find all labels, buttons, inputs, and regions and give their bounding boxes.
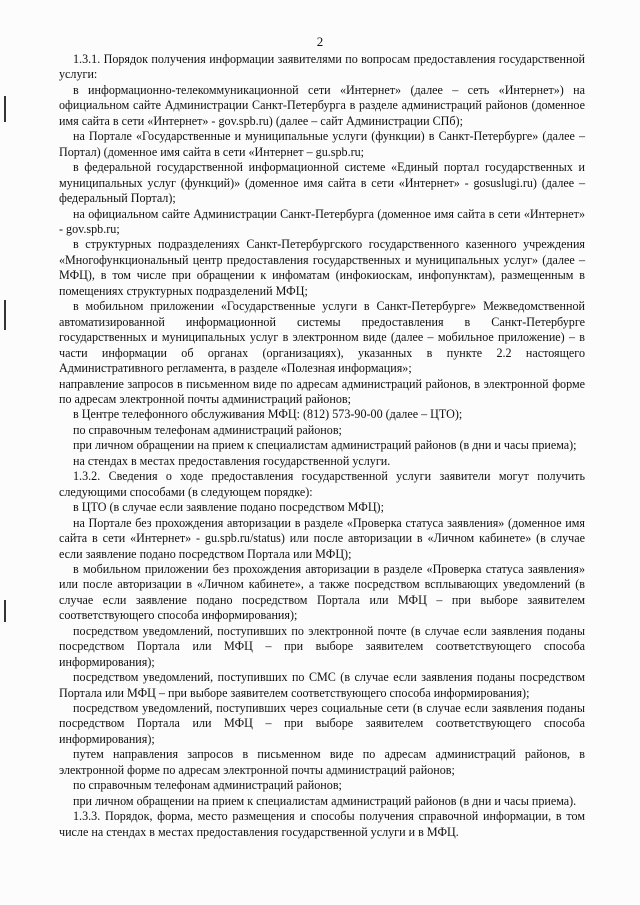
paragraph: на стендах в местах предоставления государственной услуги. (73, 453, 391, 468)
paragraph: на официальном сайте Администрации Санкт-Петербурга (доменное имя сайта в сети «Интернет» - gov.spb.ru; (59, 206, 585, 236)
paragraph: в федеральной государственной информационной системе «Единый портал государственных и муниципальных услуг (функций)» (доменное имя сайта в сети «Интернет» - gosuslugi.ru) (далее – федеральный Портал); (59, 160, 585, 206)
document-body (59, 52, 585, 840)
paragraph: на Портале «Государственные и муниципальные услуги (функции) в Санкт-Петербурге» (далее – Портал) (доменное имя сайта в сети «Интернет – gu.spb.ru; (59, 129, 585, 159)
paragraph: на Портале без прохождения авторизации в разделе «Проверка статуса заявления» (доменное имя сайта в сети «Интернет» - gu.spb.ru/status) или после авторизации в «Личном кабинете» (в случае если заявление подано посредством Портала или МФЦ); (59, 515, 585, 561)
paragraph: в ЦТО (в случае если заявление подано посредством МФЦ); (73, 500, 384, 515)
paragraph: в мобильном приложении «Государственные услуги в Санкт-Петербурге» Межведомственной автоматизированной информационной системы предоставления в Санкт-Петербурге государственных и муниципальных услуг в электронном виде (далее – мобильное приложение) – в части информации об органах (организациях), указанных в пункте 2.2 настоящего Административного регламента, в разделе «Полезная информация»; (59, 299, 585, 376)
paragraph: посредством уведомлений, поступивших по СМС (в случае если заявления поданы посредством Портала или МФЦ – при выборе заявителем соответствующего способа информирования); (59, 670, 585, 700)
paragraph: посредством уведомлений, поступивших по электронной почте (в случае если заявления поданы посредством Портала или МФЦ – при выборе заявителем соответствующего способа информирования); (59, 623, 585, 669)
paragraph: в мобильном приложении без прохождения авторизации в разделе «Проверка статуса заявления» или после авторизации в «Личном кабинете», а также посредством всплывающих уведомлений (в случае если заявление подано посредством Портала или МФЦ – при выборе заявителем соответствующего способа информирования); (59, 561, 585, 623)
page-number: 2 (316, 34, 324, 49)
paragraph: по справочным телефонам администраций районов; (73, 778, 342, 793)
paragraph: в Центре телефонного обслуживания МФЦ: (812) 573-90-00 (далее – ЦТО); (73, 407, 463, 422)
paragraph: при личном обращении на прием к специалистам администраций районов (в дни и часы приема). (73, 793, 577, 808)
paragraph: путем направления запросов в письменном виде по адресам администраций районов, в электронной форме по адресам электронной почты администраций районов; (59, 747, 585, 777)
paragraph: в структурных подразделениях Санкт-Петербургского государственного казенного учреждения «Многофункциональный центр предоставления государственных и муниципальных услуг» (далее – МФЦ), в том числе при обращении к инфоматам (инфокиоскам, инфопунктам), размещенным в помещениях структурных подразделений МФЦ; (59, 237, 585, 298)
paragraph: в информационно-телекоммуникационной сети «Интернет» (далее – сеть «Интернет») на официальном сайте Администрации Санкт-Петербурга в разделе администраций районов (доменное имя сайта в сети «Интернет» - gov.spb.ru) (далее – сайт Администрации СПб); (59, 82, 585, 128)
paragraph: 1.3.1. Порядок получения информации заявителями по вопросам предоставления государственной услуги: (59, 52, 585, 82)
paragraph: по справочным телефонам администраций районов; (73, 422, 342, 437)
paragraph: направление запросов в письменном виде по адресам администраций районов, в электронной форме по адресам электронной почты администраций районов; (59, 376, 585, 406)
paragraph: 1.3.2. Сведения о ходе предоставления государственной услуги заявители могут получить следующими способами (в следующем порядке): (59, 469, 585, 499)
scan-margin-mark (4, 300, 6, 330)
paragraph: при личном обращении на прием к специалистам администраций районов (в дни и часы приема); (73, 438, 577, 453)
paragraph: 1.3.3. Порядок, форма, место размещения и способы получения справочной информации, в том числе на стендах в местах предоставления государственной услуги и в МФЦ. (59, 809, 585, 839)
scan-margin-mark (4, 96, 6, 122)
paragraph: посредством уведомлений, поступивших через социальные сети (в случае если заявления поданы посредством Портала или МФЦ – при выборе заявителем соответствующего способа информирования); (59, 701, 585, 746)
scan-margin-mark (4, 600, 6, 622)
